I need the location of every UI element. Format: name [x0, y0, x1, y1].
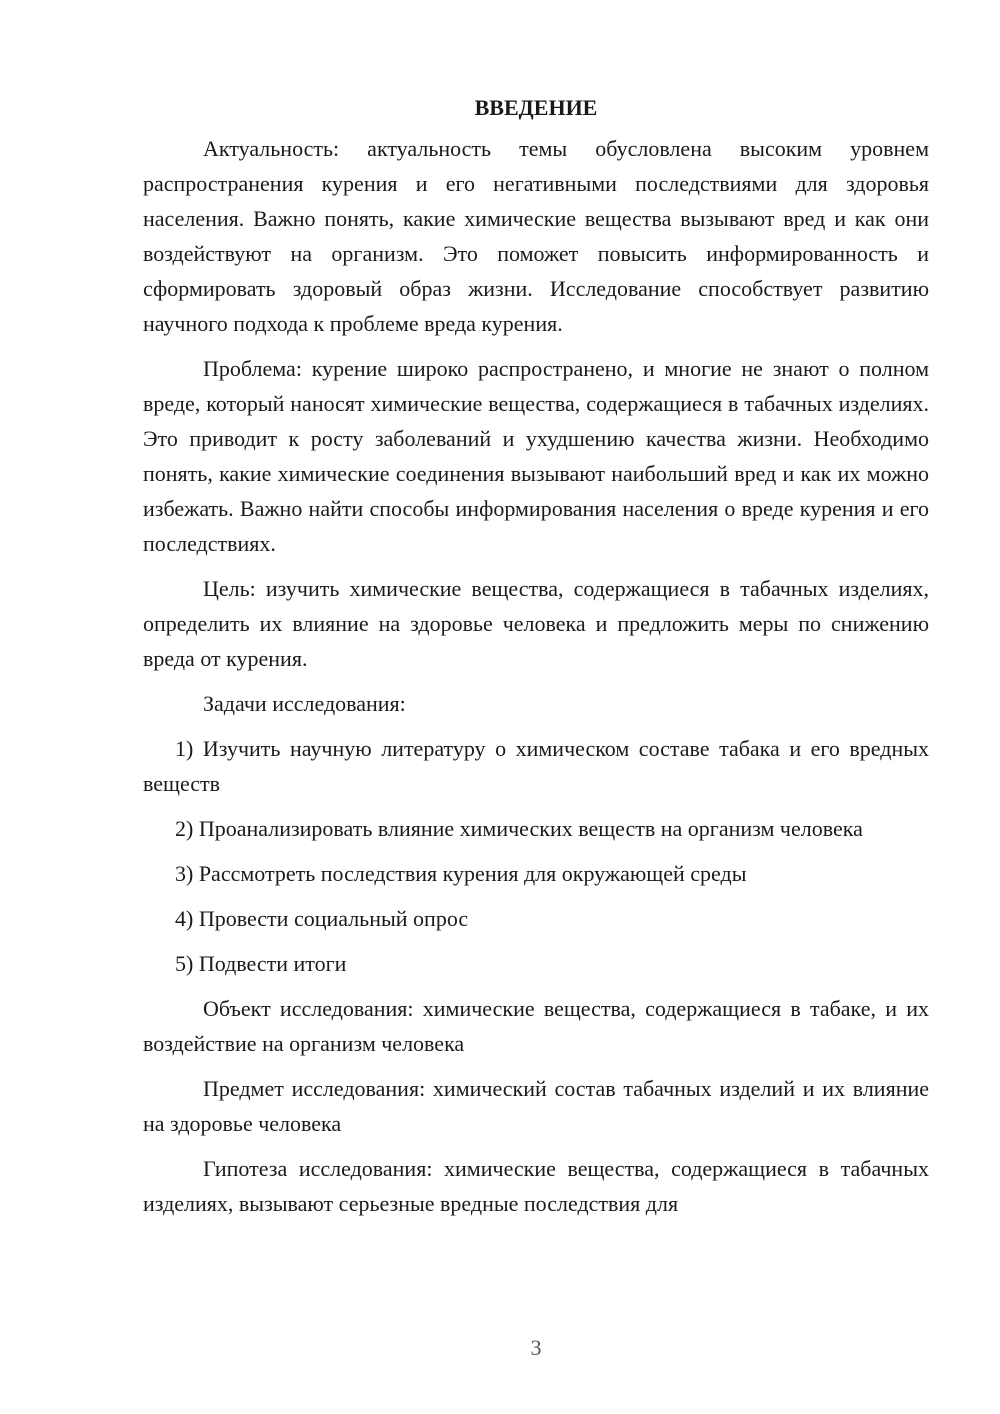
page-number: 3 [530, 1335, 542, 1360]
task-item-1: 1) Изучить научную литературу о химическом составе табака и его вредных веществ [143, 736, 929, 796]
page-title: ВВЕДЕНИЕ [474, 95, 598, 120]
paragraph-tasks-heading: Задачи исследования: [203, 691, 406, 716]
task-item-5: 5) Подвести итоги [175, 951, 347, 976]
paragraph-hypothesis: Гипотеза исследования: химические вещества, содержащиеся в табачных изделиях, вызывают серьезные вредные последствия для [143, 1156, 929, 1216]
paragraph-relevance: Актуальность: актуальность темы обусловлена высоким уровнем распространения курения и его негативными последствиями для здоровья населения. Важно понять, какие химические вещества вызывают вред и как они воздействуют на организм. Это поможет повысить информированность и сформировать здоровый образ жизни. Исследование способствует развитию научного подхода к проблеме вреда курения. [143, 136, 929, 336]
document-page [143, 90, 929, 1231]
paragraph-goal: Цель: изучить химические вещества, содержащиеся в табачных изделиях, определить их влияние на здоровье человека и предложить меры по снижению вреда от курения. [143, 576, 929, 671]
task-item-4: 4) Провести социальный опрос [175, 906, 469, 931]
task-item-2: 2) Проанализировать влияние химических веществ на организм человека [175, 816, 863, 841]
task-item-3: 3) Рассмотреть последствия курения для окружающей среды [175, 861, 747, 886]
paragraph-problem: Проблема: курение широко распространено, и многие не знают о полном вреде, который наносят химические вещества, содержащиеся в табачных изделиях. Это приводит к росту заболеваний и ухудшению качества жизни. Необходимо понять, какие химические соединения вызывают наибольший вред и как их можно избежать. Важно найти способы информирования населения о вреде курения и его последствиях. [143, 356, 929, 556]
paragraph-subject: Предмет исследования: химический состав табачных изделий и их влияние на здоровье человека [143, 1076, 929, 1136]
paragraph-object: Объект исследования: химические вещества, содержащиеся в табаке, и их воздействие на организм человека [143, 996, 929, 1056]
